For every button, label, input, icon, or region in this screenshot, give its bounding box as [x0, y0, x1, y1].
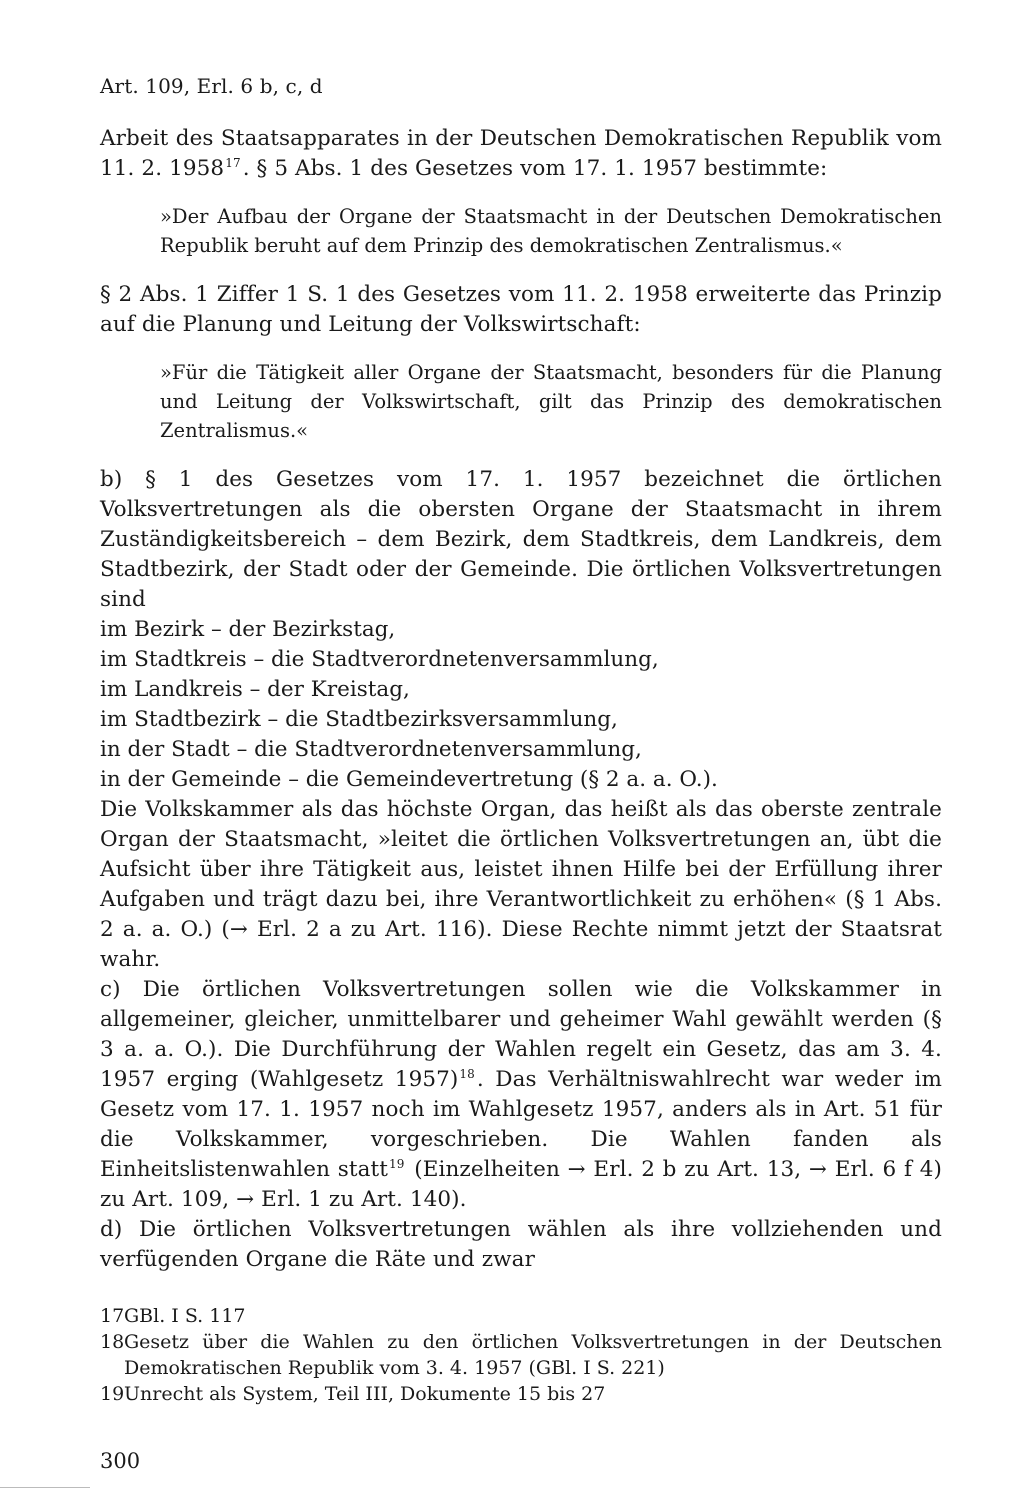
- paragraph-erweiterung: § 2 Abs. 1 Ziffer 1 S. 1 des Gesetzes vom 11. 2. 1958 erweiterte das Prinzip auf die Planung und Leitung der Volkswirtschaft:: [100, 282, 942, 337]
- footnotes: [100, 1303, 942, 1407]
- scan-edge-mark: [0, 1487, 90, 1488]
- list-item: im Bezirk – der Bezirkstag,: [100, 617, 396, 642]
- footnote-18: [100, 1329, 942, 1381]
- footnote-ref-17[interactable]: 17: [225, 155, 241, 170]
- footnote-text: GBl. I S. 117: [124, 1305, 246, 1327]
- quote-taetigkeit: »Für die Tätigkeit aller Organe der Staatsmacht, besonders für die Planung und Leitung der Volkswirtschaft, gilt das Prinzip des demokratischen Zentralismus.«: [160, 361, 942, 442]
- list-item: in der Gemeinde – die Gemeindevertretung (§ 2 a. a. O.).: [100, 767, 718, 792]
- paragraph-intro: [100, 124, 942, 184]
- footnote-text: Gesetz über die Wahlen zu den örtlichen Volksvertretungen in der Deutschen Demokratischen Republik vom 3. 4. 1957 (GBl. I S. 221): [124, 1331, 942, 1379]
- list-item: im Landkreis – der Kreistag,: [100, 677, 410, 702]
- paragraph-b: b) § 1 des Gesetzes vom 17. 1. 1957 bezeichnet die örtlichen Volksvertretungen als die obersten Organe der Staatsmacht in ihrem Zuständigkeitsbereich – dem Bezirk, dem Stadtkreis, dem Landkreis, dem Stadtbezirk, der Stadt oder der Gemeinde. Die örtlichen Volksvertretungen sind: [100, 467, 942, 612]
- paragraph-intro-text-b: . § 5 Abs. 1 des Gesetzes vom 17. 1. 1957 bestimmte:: [242, 156, 828, 181]
- document-page: [100, 72, 942, 1475]
- paragraph-volkskammer: Die Volkskammer als das höchste Organ, das heißt als das oberste zentrale Organ der Staatsmacht, »leitet die örtlichen Volksvertretungen an, übt die Aufsicht über ihre Tätigkeit aus, leistet ihnen Hilfe bei der Erfüllung ihrer Aufgaben und trägt dazu bei, ihre Verantwortlichkeit zu erhöhen« (§ 1 Abs. 2 a. a. O.) (→ Erl. 2 a zu Art. 116). Diese Rechte nimmt jetzt der Staatsrat wahr.: [100, 797, 942, 972]
- list-item: im Stadtkreis – die Stadtverordnetenversammlung,: [100, 647, 659, 672]
- quote-aufbau: »Der Aufbau der Organe der Staatsmacht in der Deutschen Demokratischen Republik beruht auf dem Prinzip des demokratischen Zentralismus.«: [160, 205, 942, 257]
- footnote-number: 19: [100, 1383, 125, 1405]
- footnote-ref-19[interactable]: 19: [389, 1156, 405, 1171]
- footnote-ref-18[interactable]: 18: [459, 1066, 475, 1081]
- volksvertretungen-list: [100, 615, 942, 795]
- paragraph-c-text-c: (Einzelheiten → Erl. 2 b zu Art. 13, → Erl. 6 f 4) zu Art. 109, → Erl. 1 zu Art. 140).: [100, 1157, 942, 1212]
- footnote-number: 18: [100, 1331, 125, 1353]
- footnote-19: [100, 1381, 942, 1407]
- paragraph-d: d) Die örtlichen Volksvertretungen wählen als ihre vollziehenden und verfügenden Organe die Räte und zwar: [100, 1217, 942, 1272]
- paragraph-c-text-b: . Das Verhältniswahlrecht war weder im Gesetz vom 17. 1. 1957 noch im Wahlgesetz 1957, anders als in Art. 51 für die Volkskammer, vorgeschrieben. Die Wahlen fanden als Einheitslistenwahlen statt: [100, 1067, 943, 1182]
- list-item: in der Stadt – die Stadtverordnetenversammlung,: [100, 737, 642, 762]
- paragraph-c: [100, 975, 942, 1215]
- paragraph-intro-text-a: Arbeit des Staatsapparates in der Deutschen Demokratischen Republik vom 11. 2. 1958: [100, 126, 942, 181]
- footnote-text: Unrecht als System, Teil III, Dokumente 15 bis 27: [124, 1383, 606, 1405]
- list-item: im Stadtbezirk – die Stadtbezirksversammlung,: [100, 707, 618, 732]
- footnote-number: 17: [100, 1305, 125, 1327]
- running-head: Art. 109, Erl. 6 b, c, d: [100, 74, 323, 98]
- footnote-17: [100, 1303, 942, 1329]
- paragraph-c-text-a: c) Die örtlichen Volksvertretungen sollen wie die Volkskammer in allgemeiner, gleicher, unmittelbarer und geheimer Wahl gewählt werden (§ 3 a. a. O.). Die Durchführung der Wahlen regelt ein Gesetz, das am 3. 4. 1957 erging (Wahlgesetz 1957): [100, 977, 942, 1092]
- page-number: 300: [100, 1449, 141, 1473]
